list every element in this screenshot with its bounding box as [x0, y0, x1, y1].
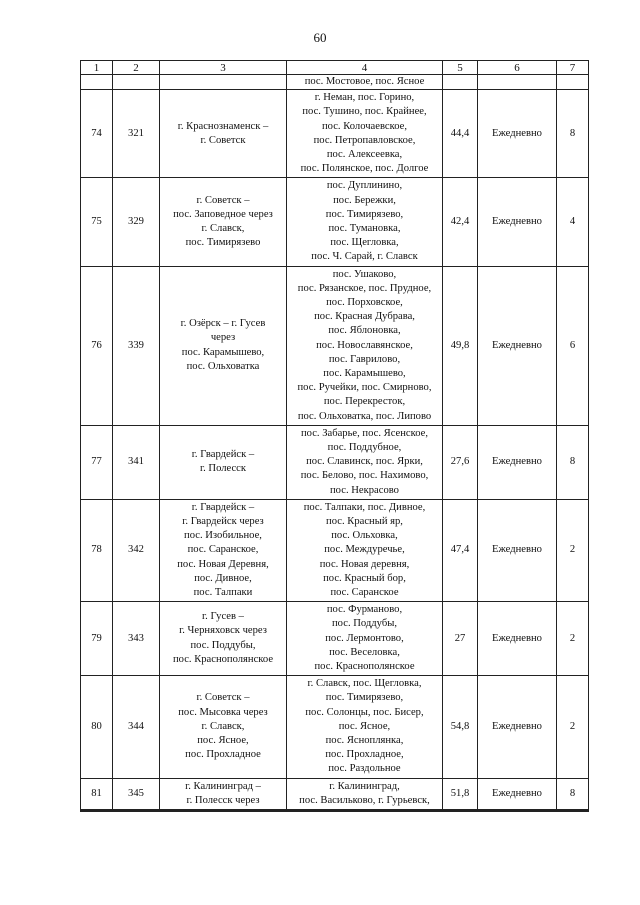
cell-length: 27,6	[443, 425, 478, 499]
stops-line: пос. Белово, пос. Нахимово,	[300, 470, 429, 482]
name-line: г. Черняховск через	[179, 625, 267, 637]
cell-num: 80	[81, 676, 113, 778]
name-line: пос. Ольховатка	[186, 360, 260, 372]
stops-line: пос. Лермонтово,	[325, 632, 404, 644]
page-number: 60	[313, 30, 327, 45]
name-line: г. Славск,	[201, 720, 245, 732]
stops-line: пос. Тимирязево,	[325, 692, 404, 704]
cell-stops	[287, 602, 443, 676]
stops-line: пос. Ясноплянка,	[325, 734, 404, 746]
name-line: г. Краснознаменск –	[177, 120, 269, 132]
table-row	[81, 90, 589, 178]
cell-stops	[287, 425, 443, 499]
name-line: пос. Ясное,	[197, 734, 249, 746]
stops-line: пос. Талпаки, пос. Дивное,	[303, 501, 426, 513]
table-row	[81, 499, 589, 601]
cell-name	[160, 75, 287, 90]
cell-stops	[287, 75, 443, 90]
name-line: пос. Прохладное	[185, 749, 261, 761]
table-row	[81, 676, 589, 778]
cell-route: 342	[113, 499, 160, 601]
name-line: пос. Тимирязево	[185, 237, 261, 249]
stops-line: пос. Междуречье,	[324, 544, 405, 556]
name-line: пос. Мысовка через	[178, 706, 268, 718]
name-line: г. Озёрск – г. Гусев	[180, 318, 266, 330]
cell-route: 345	[113, 778, 160, 810]
name-line: пос. Заповедное через	[173, 208, 273, 220]
cell-schedule: Ежедневно	[478, 266, 557, 425]
cell-length	[443, 75, 478, 90]
continuation-row	[81, 75, 589, 90]
stops-line: пос. Гаврилово,	[328, 353, 401, 365]
stops-line: пос. Щегловка,	[330, 237, 399, 249]
cell-stops	[287, 178, 443, 266]
routes-table	[80, 60, 589, 812]
name-line: пос. Краснополянское	[172, 653, 274, 665]
cell-length: 27	[443, 602, 478, 676]
cell-schedule: Ежедневно	[478, 676, 557, 778]
cell-length: 42,4	[443, 178, 478, 266]
cell-name	[160, 676, 287, 778]
name-line: г. Советск –	[196, 692, 250, 704]
name-line: пос. Новая Деревня,	[177, 558, 269, 570]
cell-name	[160, 266, 287, 425]
cell-num: 78	[81, 499, 113, 601]
cell-count: 2	[557, 676, 589, 778]
stops-line: пос. Тимирязево,	[325, 208, 404, 220]
cell-length: 49,8	[443, 266, 478, 425]
name-line: пос. Талпаки	[193, 586, 253, 598]
name-line: г. Советск	[200, 134, 246, 146]
stops-line: пос. Ольховатка, пос. Липово	[297, 410, 432, 422]
stops-line: пос. Дуплинино,	[326, 180, 403, 192]
stops-line: пос. Славинск, пос. Ярки,	[306, 456, 423, 468]
cell-name	[160, 778, 287, 810]
cell-route: 329	[113, 178, 160, 266]
cell-count: 2	[557, 499, 589, 601]
cell-route: 341	[113, 425, 160, 499]
cell-route: 343	[113, 602, 160, 676]
stops-line: пос. Васильково, г. Гурьевск,	[299, 794, 430, 806]
cell-name	[160, 178, 287, 266]
stops-line: пос. Ручейки, пос. Смирново,	[297, 382, 432, 394]
name-line: г. Полесск	[199, 463, 247, 475]
cell-route	[113, 75, 160, 90]
name-line: г. Гусев –	[202, 611, 244, 623]
stops-line: пос. Алексеевка,	[326, 149, 403, 160]
name-line: пос. Поддубы,	[190, 639, 256, 651]
cell-schedule: Ежедневно	[478, 90, 557, 178]
name-line: пос. Дивное,	[194, 572, 252, 584]
stops-line: пос. Краснополянское	[314, 660, 415, 672]
name-line: пос. Саранское,	[187, 544, 259, 556]
name-line: г. Гвардейск через	[182, 515, 264, 527]
stops-line: пос. Тушино, пос. Крайнее,	[302, 106, 427, 118]
table-row	[81, 425, 589, 499]
cell-length: 44,4	[443, 90, 478, 178]
name-line: через	[210, 332, 236, 344]
routes-table-body	[81, 61, 589, 811]
name-line: г. Калининград –	[185, 780, 261, 792]
table-row	[81, 266, 589, 425]
cell-count: 4	[557, 178, 589, 266]
header-cell: 2	[113, 61, 160, 75]
header-cell: 4	[287, 61, 443, 75]
cell-stops	[287, 499, 443, 601]
stops-line: г. Славск, пос. Щегловка,	[307, 678, 422, 690]
stops-line: пос. Поддубное,	[327, 441, 402, 453]
cell-count: 6	[557, 266, 589, 425]
cell-num: 74	[81, 90, 113, 178]
header-cell: 1	[81, 61, 113, 75]
cell-num: 81	[81, 778, 113, 810]
stops-line: пос. Порховское,	[326, 296, 403, 308]
cell-route: 339	[113, 266, 160, 425]
cell-schedule	[478, 75, 557, 90]
stops-line: пос. Тумановка,	[328, 222, 401, 234]
cell-num: 76	[81, 266, 113, 425]
cell-count: 2	[557, 602, 589, 676]
stops-line: пос. Новославянское,	[316, 339, 413, 351]
stops-line: пос. Ольховка,	[331, 530, 398, 542]
stops-line: пос. Ушаково,	[332, 268, 397, 280]
stops-line: пос. Саранское	[330, 586, 399, 598]
stops-line: пос. Ч. Сарай, г. Славск	[311, 251, 418, 263]
name-line: г. Советск –	[196, 194, 250, 206]
stops-line: пос. Мостовое, пос. Ясное	[304, 76, 425, 87]
cell-stops	[287, 266, 443, 425]
stops-line: г. Неман, пос. Горино,	[314, 92, 415, 104]
cell-schedule: Ежедневно	[478, 602, 557, 676]
cell-stops	[287, 778, 443, 810]
stops-line: пос. Ясное,	[338, 720, 391, 732]
stops-line: пос. Бережки,	[333, 194, 396, 206]
name-line: г. Гвардейск –	[191, 501, 255, 513]
header-cell: 3	[160, 61, 287, 75]
stops-line: пос. Рязанское, пос. Прудное,	[297, 282, 432, 294]
cell-schedule: Ежедневно	[478, 499, 557, 601]
name-line: г. Славск,	[201, 222, 245, 234]
stops-line: пос. Новая деревня,	[319, 558, 410, 570]
stops-line: пос. Раздольное	[328, 763, 401, 775]
stops-line: пос. Веселовка,	[329, 646, 400, 658]
stops-line: пос. Красный яр,	[326, 515, 403, 527]
stops-line: пос. Солонцы, пос. Бисер,	[305, 706, 424, 718]
cell-count: 8	[557, 90, 589, 178]
stops-line: пос. Фурманово,	[326, 604, 403, 616]
name-line: г. Полесск через	[186, 794, 260, 806]
cell-name	[160, 90, 287, 178]
cell-schedule: Ежедневно	[478, 178, 557, 266]
cell-stops	[287, 676, 443, 778]
cell-schedule: Ежедневно	[478, 425, 557, 499]
stops-line: пос. Прохладное,	[325, 749, 404, 761]
header-cell: 7	[557, 61, 589, 75]
stops-line: г. Калининград,	[329, 780, 400, 792]
name-line: пос. Изобильное,	[184, 530, 262, 542]
cell-length: 54,8	[443, 676, 478, 778]
stops-line: пос. Полянское, пос. Долгое	[300, 163, 429, 175]
cell-name	[160, 602, 287, 676]
table-row	[81, 778, 589, 810]
name-line: г. Гвардейск –	[191, 449, 255, 461]
stops-line: пос. Карамышево,	[323, 367, 406, 379]
stops-line: пос. Перекресток,	[323, 396, 406, 408]
cell-name	[160, 499, 287, 601]
table-row	[81, 178, 589, 266]
stops-line: пос. Петропавловское,	[313, 134, 416, 146]
table-row	[81, 602, 589, 676]
cell-name	[160, 425, 287, 499]
cell-count	[557, 75, 589, 90]
cell-num: 75	[81, 178, 113, 266]
cell-route: 344	[113, 676, 160, 778]
stops-line: пос. Красная Дубрава,	[314, 311, 415, 323]
stops-line: пос. Красный бор,	[323, 572, 406, 584]
cell-count: 8	[557, 778, 589, 810]
header-row	[81, 61, 589, 75]
cell-num	[81, 75, 113, 90]
stops-line: пос. Некрасово	[330, 484, 399, 496]
cell-count: 8	[557, 425, 589, 499]
cell-stops	[287, 90, 443, 178]
cell-route: 321	[113, 90, 160, 178]
name-line: пос. Карамышево,	[181, 346, 265, 358]
stops-line: пос. Яблоновка,	[328, 325, 401, 337]
stops-line: пос. Поддубы,	[332, 618, 397, 630]
stops-line: пос. Колочаевское,	[322, 120, 407, 132]
cell-num: 77	[81, 425, 113, 499]
cell-num: 79	[81, 602, 113, 676]
cell-length: 47,4	[443, 499, 478, 601]
header-cell: 5	[443, 61, 478, 75]
cell-length: 51,8	[443, 778, 478, 810]
cell-schedule: Ежедневно	[478, 778, 557, 810]
header-cell: 6	[478, 61, 557, 75]
stops-line: пос. Забарье, пос. Ясенское,	[300, 427, 429, 439]
